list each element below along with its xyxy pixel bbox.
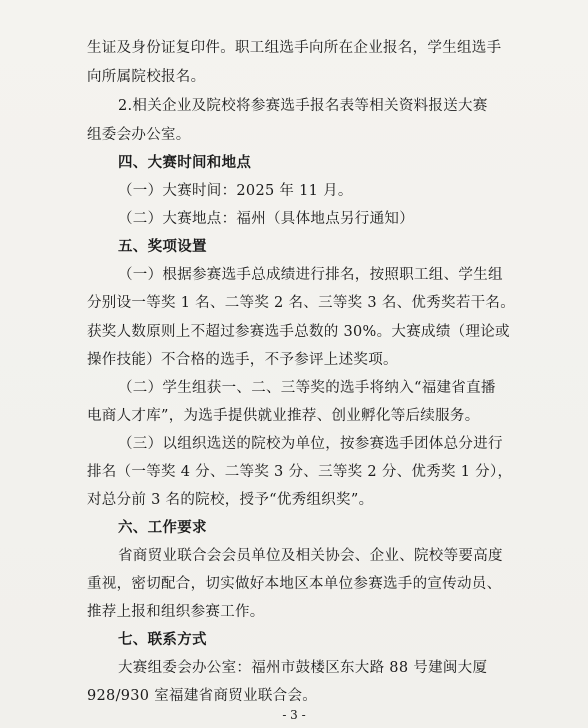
body-line-3: 2.相关企业及院校将参赛选手报名表等相关资料报送大赛 (118, 98, 488, 114)
body-line-9: （一）根据参赛选手总成绩进行排名，按照职工组、学生组 (118, 267, 503, 283)
page-number: - 3 - (282, 708, 306, 722)
body-line-21: 推荐上报和组织参赛工作。 (87, 604, 265, 620)
body-line-1: 生证及身份证复印件。职工组选手向所在企业报名，学生组选手 (87, 40, 502, 56)
section-heading-4: 四、大赛时间和地点 (118, 155, 252, 171)
body-line-14: 电商人才库”，为选手提供就业推荐、创业孵化等后续服务。 (87, 408, 480, 424)
body-line-23: 大赛组委会办公室：福州市鼓楼区东大路 88 号建闽大厦 (118, 660, 488, 676)
body-line-10: 分别设一等奖 1 名、二等奖 2 名、三等奖 3 名、优秀奖若干名。 (87, 295, 516, 311)
body-line-7: （二）大赛地点：福州（具体地点另行通知） (118, 211, 414, 227)
body-line-15: （三）以组织选送的院校为单位，按参赛选手团体总分进行 (118, 436, 503, 452)
body-line-19: 省商贸业联合会会员单位及相关协会、企业、院校等要高度 (118, 548, 503, 564)
section-heading-6: 六、工作要求 (118, 520, 207, 536)
section-heading-5: 五、奖项设置 (118, 239, 207, 255)
body-line-12: 操作技能）不合格的选手，不予参评上述奖项。 (87, 352, 398, 368)
body-line-16: 排名（一等奖 4 分、二等奖 3 分、三等奖 2 分、优秀奖 1 分）， (87, 464, 513, 480)
body-line-24: 928/930 室福建省商贸业联合会。 (87, 688, 318, 704)
body-line-11: 获奖人数原则上不超过参赛选手总数的 30%。大赛成绩（理论或 (87, 324, 510, 340)
body-line-2: 向所属院校报名。 (87, 69, 206, 85)
body-line-20: 重视，密切配合，切实做好本地区本单位参赛选手的宣传动员、 (87, 576, 502, 592)
body-line-17: 对总分前 3 名的院校，授予“优秀组织奖”。 (87, 492, 374, 508)
section-heading-7: 七、联系方式 (118, 632, 207, 648)
body-line-6: （一）大赛时间：2025 年 11 月。 (118, 183, 353, 199)
body-line-4: 组委会办公室。 (87, 127, 191, 143)
body-line-13: （二）学生组获一、二、三等奖的选手将纳入“福建省直播 (118, 380, 496, 396)
